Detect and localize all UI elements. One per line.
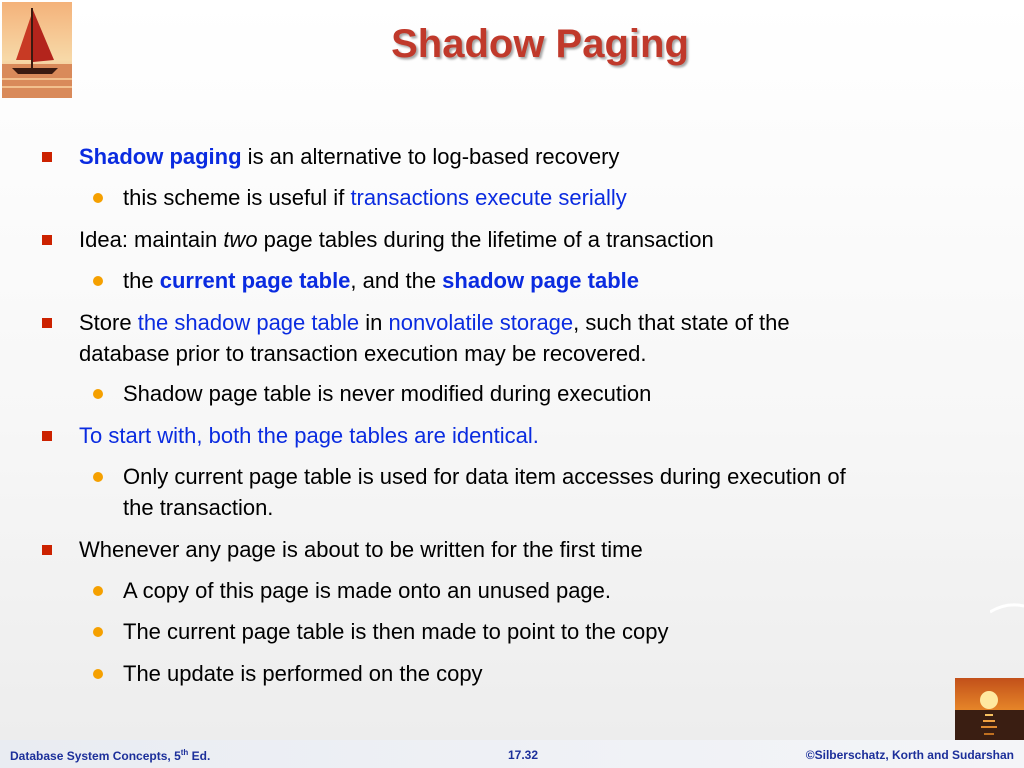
highlight-term: transactions execute serially <box>350 185 627 210</box>
bullet-store: Store the shadow page table in nonvolatile storage, such that state of the database prior to transaction execution may be recovered. <box>79 310 790 366</box>
sunset-logo-image <box>955 678 1024 748</box>
sub-bullet-never-modified: Shadow page table is never modified during execution <box>123 381 652 406</box>
square-bullet-icon <box>42 152 52 162</box>
round-bullet-icon <box>93 276 103 286</box>
square-bullet-icon <box>42 545 52 555</box>
round-bullet-icon <box>93 389 103 399</box>
square-bullet-icon <box>42 431 52 441</box>
sub-bullet-only-current: Only current page table is used for data item accesses during execution of the transaction. <box>123 464 846 520</box>
bullet-shadow-paging: Shadow paging is an alternative to log-based recovery <box>79 144 620 169</box>
round-bullet-icon <box>93 472 103 482</box>
highlight-term: shadow page table <box>442 268 639 293</box>
sub-bullet-point-copy: The current page table is then made to point to the copy <box>123 619 669 644</box>
slide-title: Shadow Paging <box>391 22 689 66</box>
round-bullet-icon <box>93 669 103 679</box>
footer-page-number: 17.32 <box>508 748 539 762</box>
footer-book-title: Database System Concepts, 5th Ed. <box>10 748 211 763</box>
highlight-term: Shadow paging <box>79 144 242 169</box>
highlight-term: current page table <box>159 268 351 293</box>
round-bullet-icon <box>93 193 103 203</box>
sub-bullet-scheme-useful: this scheme is useful if transactions execute serially <box>123 185 627 210</box>
bullet-whenever-written: Whenever any page is about to be written for the first time <box>79 537 643 562</box>
bullet-idea: Idea: maintain two page tables during the lifetime of a transaction <box>79 227 714 252</box>
bullet-start-identical: To start with, both the page tables are identical. <box>79 423 539 448</box>
decorative-swoosh-icon <box>990 600 1024 620</box>
round-bullet-icon <box>93 627 103 637</box>
footer-copyright: ©Silberschatz, Korth and Sudarshan <box>805 748 1014 762</box>
sub-bullet-update-copy: The update is performed on the copy <box>123 661 483 686</box>
square-bullet-icon <box>42 318 52 328</box>
highlight-term: the shadow page table <box>137 310 360 335</box>
sub-bullet-copy-page: A copy of this page is made onto an unused page. <box>123 578 612 603</box>
highlight-term: nonvolatile storage <box>388 310 574 335</box>
sub-bullet-page-tables: the current page table, and the shadow page table <box>123 268 639 293</box>
square-bullet-icon <box>42 235 52 245</box>
round-bullet-icon <box>93 586 103 596</box>
